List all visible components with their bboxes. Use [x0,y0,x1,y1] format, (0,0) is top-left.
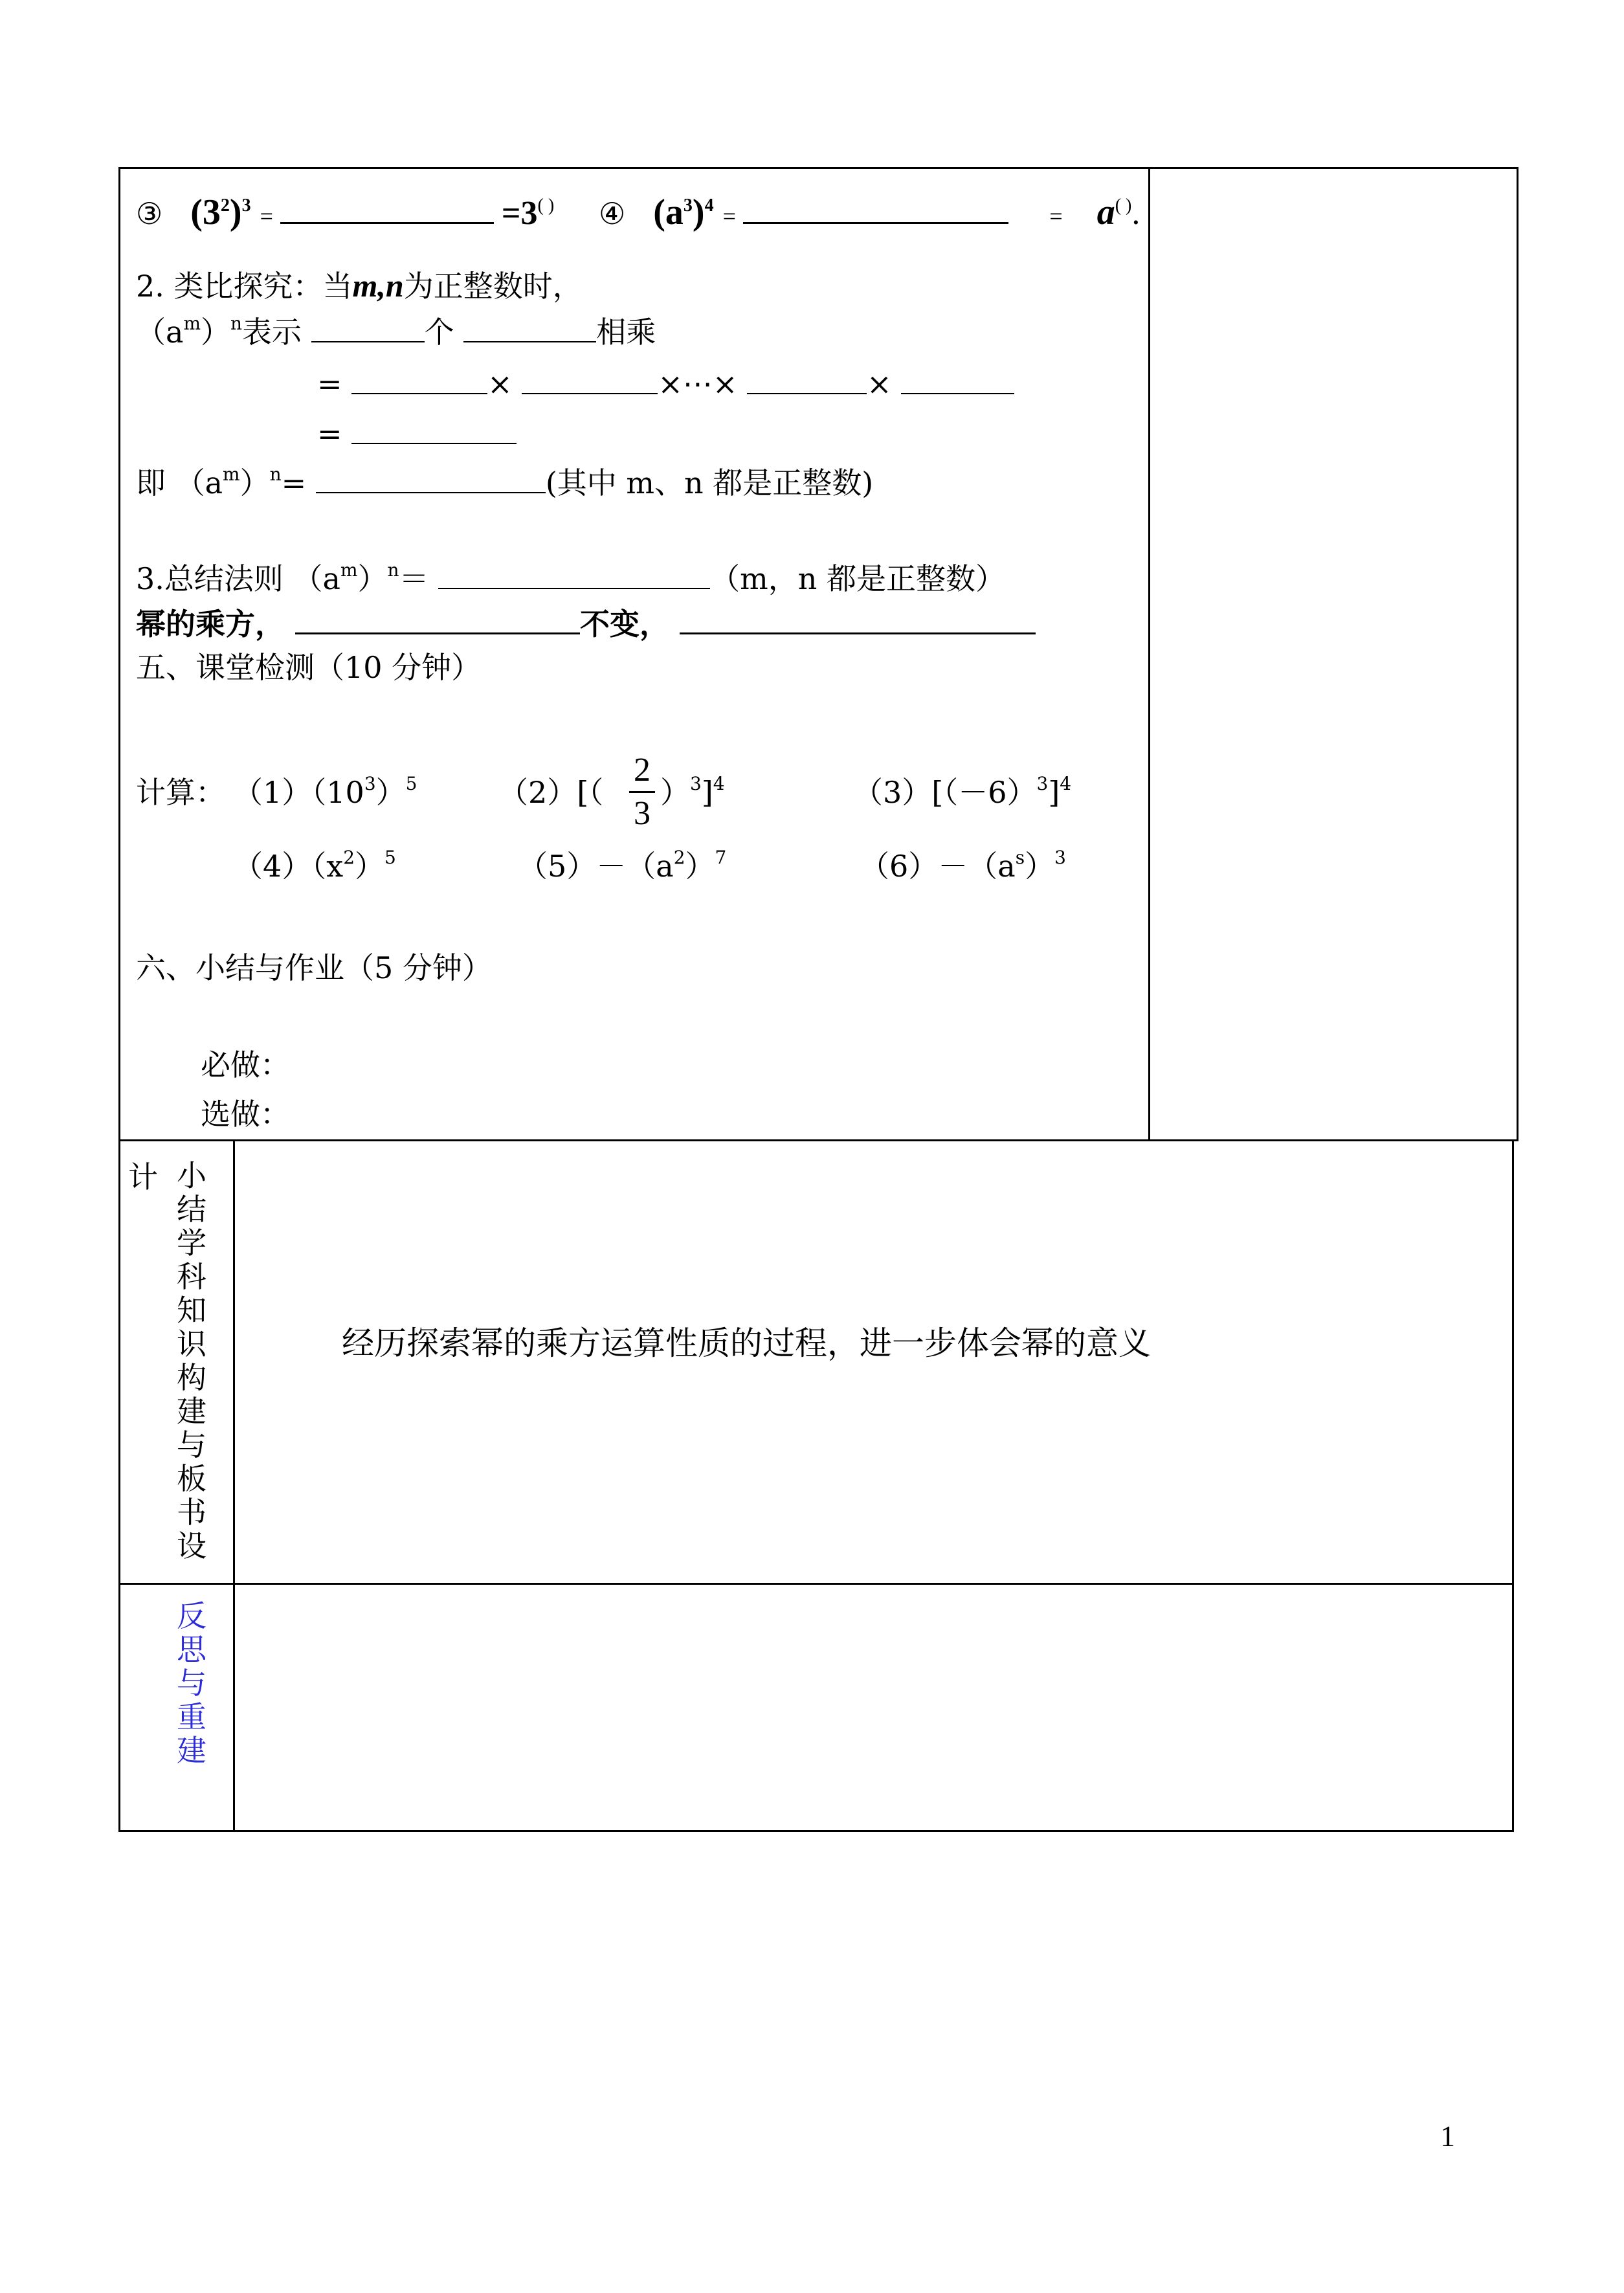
homework-required: 必做： [201,1047,290,1082]
problem-5: $(5)-(a^2)^7$ [518,847,727,884]
problem-3: $(3)[(-6)^3]^4$ [853,773,1072,810]
page-number: 1 [1440,2120,1455,2153]
problem-1: $(1)(10^3)^5$ [233,773,417,810]
problem-6: $(6)-(a^s)^3$ [860,847,1066,884]
section-5-calc-label: 计算： [136,775,225,810]
section-3-exponent-blank[interactable] [680,607,1036,634]
table-bottom-border [118,1830,1514,1832]
section-2-line-4: 即 $(a^m)^n=$ (其中 m、n 都是正整数) [136,464,874,500]
table-right-border-lower [1512,1139,1514,1832]
item-3-row [136,194,554,237]
item-4-row [599,194,1140,237]
section-2-count-blank[interactable] [311,318,425,342]
item-3-equals: = [260,203,273,229]
homework-optional: 选做： [201,1097,290,1132]
table-left-border-upper [118,167,120,1141]
item-3-result: =3( ) [501,195,555,232]
section-2-line-1: $(a^m)^n$表示 个 相乘 [136,313,656,350]
item-4-expression: $(a^3)^4$ [653,192,714,232]
table-left-border-lower [118,1139,120,1832]
section-2-line-2: = × ×⋯× × [317,366,1014,402]
section-2-product-blank-4[interactable] [901,370,1014,394]
table-middle-divider [1148,167,1150,1141]
section-2-product-blank-3[interactable] [747,370,867,394]
section-3-rule-blank[interactable] [438,565,710,589]
problem-2-fraction [629,751,655,833]
board-label-col-2: 小结学科知识构建与板书设 [177,1158,206,1563]
section-3-unchanged-blank[interactable] [295,607,580,634]
item-3-label: ③ [136,196,163,231]
item-3-expression: $(3^2)^3$ [190,192,251,232]
section-5-title: 五、课堂检测（10 分钟） [136,650,482,685]
problem-2: （2）[（ [498,775,604,810]
item-4-result: a( ) [1096,192,1132,232]
section-3-rule: 幂的乘方， 不变， [136,606,1036,642]
section-2-product-blank-1[interactable] [351,370,487,394]
section-2-line-3: = [317,416,517,452]
item-4-label: ④ [599,196,626,231]
table-right-border-upper [1517,167,1518,1141]
item-3-blank[interactable] [280,196,494,224]
reflection-label: 反思与重建 [177,1598,206,1768]
problem-4: $(4)(x^2)^5$ [233,847,396,884]
fraction-numerator: 2 [634,752,651,789]
table-label-divider [233,1139,235,1832]
section-6-title: 六、小结与作业（5 分钟） [136,950,492,985]
fraction-denominator: 3 [634,795,651,832]
item-4-equals: = [722,203,736,229]
section-2-power-blank[interactable] [351,419,517,444]
board-label-col-1: 计 [128,1159,158,1194]
problem-2-tail: ）$^3$]$^4$ [660,773,725,810]
fraction-bar [629,791,655,793]
section-2-factor-blank[interactable] [463,318,596,342]
section-3-title: 3.总结法则 $(a^m)^n= (m$，n 都是正整数） [136,559,1006,596]
table-row-divider [118,1583,1514,1585]
section-2-conclusion-blank[interactable] [316,469,546,493]
item-4-period: . [1131,195,1140,232]
section-2-product-blank-2[interactable] [522,370,658,394]
section-2-title: 2. 类比探究：当m,n为正整数时， [136,267,583,304]
board-content: 经历探索幂的乘方运算性质的过程，进一步体会幂的意义 [342,1325,1151,1362]
item-4-blank[interactable] [743,196,1008,224]
table-upper-bottom-border [118,1139,1518,1141]
table-top-border [118,167,1518,169]
item-4-equals-2: = [1049,203,1063,229]
